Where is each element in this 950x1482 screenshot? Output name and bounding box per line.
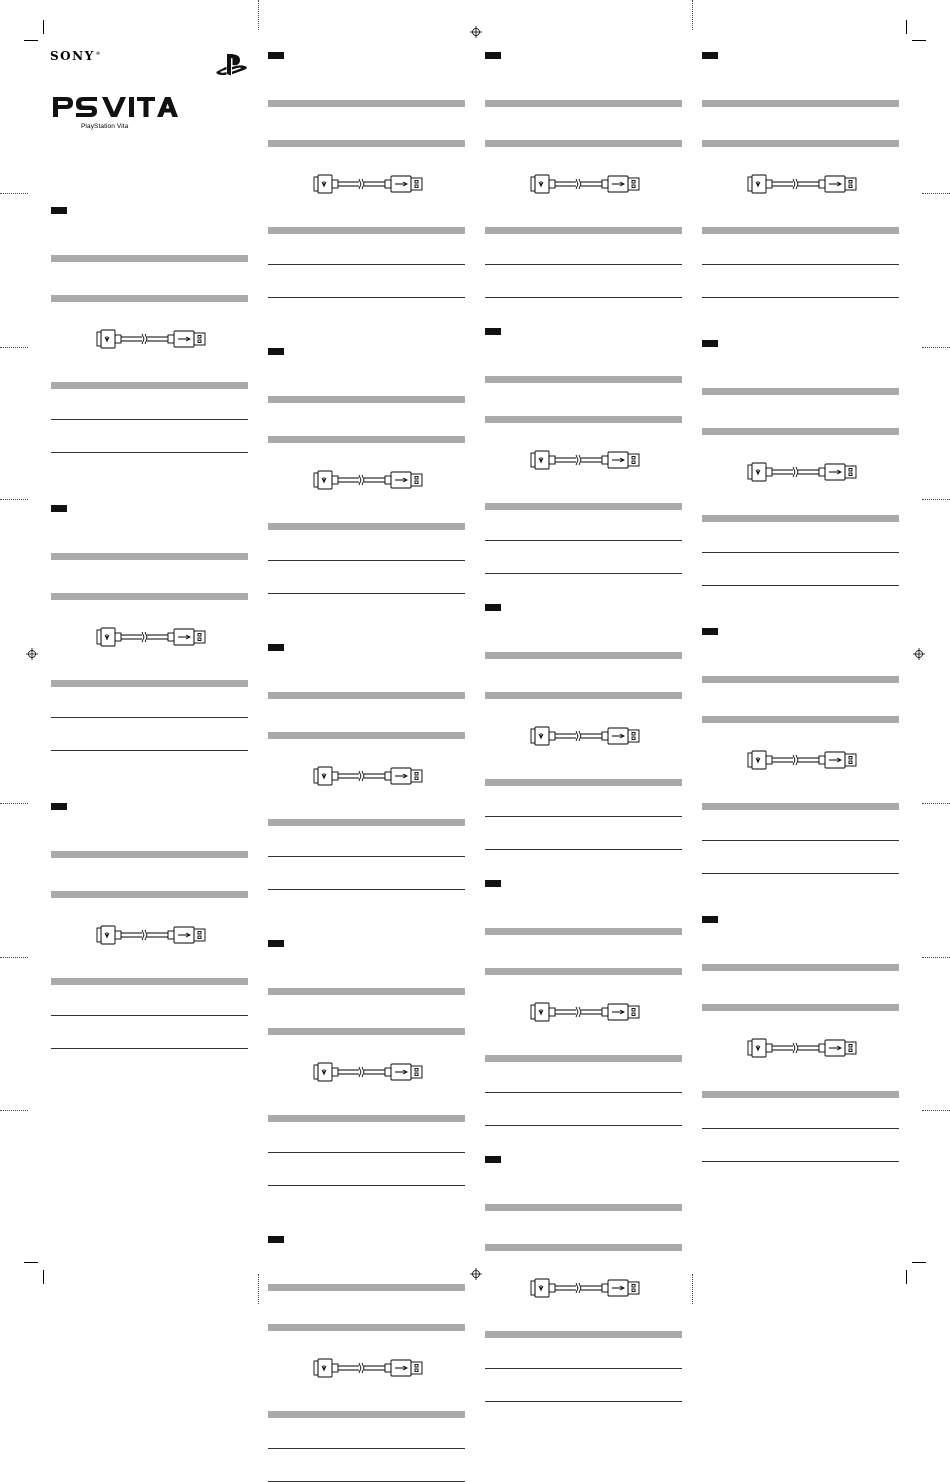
divider-rule (51, 750, 248, 751)
section-heading-bar (485, 100, 682, 107)
section-heading-bar (485, 1244, 682, 1251)
divider-rule (485, 816, 682, 817)
fold-mark (0, 803, 28, 804)
ps-vita-logo (52, 94, 178, 118)
language-tag (485, 880, 501, 887)
section-heading-bar (268, 227, 465, 234)
section-heading-bar (51, 295, 248, 302)
language-tag (702, 916, 718, 923)
section-heading-bar (268, 100, 465, 107)
section-heading-bar (268, 1115, 465, 1122)
divider-rule (485, 1125, 682, 1126)
section-heading-bar (51, 382, 248, 389)
usb-cable-icon (747, 461, 859, 483)
divider-rule (485, 849, 682, 850)
usb-cable-icon (313, 1357, 425, 1379)
language-tag (268, 348, 284, 355)
divider-rule (702, 297, 899, 298)
section-heading-bar (51, 680, 248, 687)
fold-mark (0, 499, 28, 500)
section-heading-bar (268, 1324, 465, 1331)
section-heading-bar (51, 593, 248, 600)
fold-mark (692, 0, 693, 30)
usb-cable-icon (530, 725, 642, 747)
divider-rule (485, 1401, 682, 1402)
usb-cable-icon (747, 749, 859, 771)
divider-rule (268, 856, 465, 857)
section-heading-bar (51, 851, 248, 858)
divider-rule (51, 1015, 248, 1016)
section-heading-bar (702, 428, 899, 435)
fold-mark (258, 1274, 259, 1304)
language-tag (485, 52, 501, 59)
divider-rule (702, 1161, 899, 1162)
divider-rule (51, 717, 248, 718)
divider-rule (268, 1185, 465, 1186)
product-name: PlayStation Vita (81, 123, 129, 130)
divider-rule (702, 585, 899, 586)
divider-rule (702, 873, 899, 874)
divider-rule (702, 840, 899, 841)
language-tag (485, 328, 501, 335)
language-tag (702, 628, 718, 635)
fold-mark (258, 0, 259, 30)
trim-mark (906, 1270, 907, 1284)
usb-cable-icon (313, 765, 425, 787)
divider-rule (485, 573, 682, 574)
section-heading-bar (268, 732, 465, 739)
section-heading-bar (485, 1331, 682, 1338)
trim-mark (912, 1262, 926, 1263)
divider-rule (485, 297, 682, 298)
fold-mark (692, 1274, 693, 1304)
trim-mark (43, 20, 44, 34)
divider-rule (268, 593, 465, 594)
usb-cable-icon (313, 173, 425, 195)
section-heading-bar (702, 140, 899, 147)
divider-rule (485, 540, 682, 541)
section-heading-bar (485, 928, 682, 935)
sony-logo: SONY® (50, 49, 103, 63)
trim-mark (43, 1270, 44, 1284)
usb-cable-icon (747, 173, 859, 195)
trim-mark (24, 40, 38, 41)
section-heading-bar (268, 396, 465, 403)
divider-rule (51, 1048, 248, 1049)
divider-rule (51, 452, 248, 453)
section-heading-bar (268, 819, 465, 826)
language-tag (268, 644, 284, 651)
divider-rule (702, 552, 899, 553)
usb-cable-icon (530, 1001, 642, 1023)
trim-mark (24, 1262, 38, 1263)
fold-mark (0, 1110, 28, 1111)
divider-rule (268, 889, 465, 890)
section-heading-bar (268, 1028, 465, 1035)
section-heading-bar (702, 100, 899, 107)
registration-mark-icon (26, 648, 38, 660)
divider-rule (268, 297, 465, 298)
fold-mark (922, 347, 950, 348)
section-heading-bar (485, 968, 682, 975)
section-heading-bar (702, 1091, 899, 1098)
language-tag (51, 207, 67, 214)
section-heading-bar (51, 553, 248, 560)
section-heading-bar (485, 779, 682, 786)
section-heading-bar (702, 964, 899, 971)
language-tag (485, 604, 501, 611)
registration-mark-icon (470, 1268, 482, 1280)
section-heading-bar (702, 1004, 899, 1011)
registration-mark-icon (470, 26, 482, 38)
divider-rule (702, 264, 899, 265)
usb-cable-icon (96, 924, 208, 946)
trim-mark (912, 40, 926, 41)
language-tag (51, 803, 67, 810)
section-heading-bar (485, 416, 682, 423)
language-tag (702, 52, 718, 59)
section-heading-bar (702, 515, 899, 522)
usb-cable-icon (530, 449, 642, 471)
language-tag (268, 1236, 284, 1243)
fold-mark (922, 193, 950, 194)
section-heading-bar (485, 1055, 682, 1062)
usb-cable-icon (313, 1061, 425, 1083)
section-heading-bar (51, 978, 248, 985)
divider-rule (268, 1448, 465, 1449)
fold-mark (922, 803, 950, 804)
section-heading-bar (268, 140, 465, 147)
section-heading-bar (485, 503, 682, 510)
fold-mark (922, 1110, 950, 1111)
divider-rule (268, 1152, 465, 1153)
fold-mark (922, 957, 950, 958)
fold-mark (0, 193, 28, 194)
section-heading-bar (268, 1411, 465, 1418)
section-heading-bar (51, 255, 248, 262)
language-tag (268, 52, 284, 59)
divider-rule (268, 264, 465, 265)
section-heading-bar (485, 227, 682, 234)
usb-cable-icon (530, 1277, 642, 1299)
language-tag (485, 1156, 501, 1163)
section-heading-bar (485, 692, 682, 699)
section-heading-bar (268, 692, 465, 699)
language-tag (51, 505, 67, 512)
usb-cable-icon (96, 626, 208, 648)
divider-rule (702, 1128, 899, 1129)
divider-rule (51, 419, 248, 420)
language-tag (268, 940, 284, 947)
section-heading-bar (485, 140, 682, 147)
usb-cable-icon (747, 1037, 859, 1059)
section-heading-bar (702, 227, 899, 234)
section-heading-bar (702, 803, 899, 810)
section-heading-bar (702, 716, 899, 723)
fold-mark (922, 499, 950, 500)
section-heading-bar (702, 676, 899, 683)
divider-rule (485, 1092, 682, 1093)
section-heading-bar (485, 652, 682, 659)
usb-cable-icon (96, 328, 208, 350)
language-tag (702, 340, 718, 347)
playstation-symbol-icon (216, 53, 248, 77)
section-heading-bar (268, 988, 465, 995)
section-heading-bar (268, 523, 465, 530)
divider-rule (268, 560, 465, 561)
registration-mark-icon (913, 648, 925, 660)
section-heading-bar (51, 891, 248, 898)
usb-cable-icon (313, 469, 425, 491)
fold-mark (0, 957, 28, 958)
fold-mark (0, 347, 28, 348)
section-heading-bar (268, 436, 465, 443)
section-heading-bar (702, 388, 899, 395)
divider-rule (485, 264, 682, 265)
section-heading-bar (268, 1284, 465, 1291)
section-heading-bar (485, 1204, 682, 1211)
usb-cable-icon (530, 173, 642, 195)
section-heading-bar (485, 376, 682, 383)
divider-rule (485, 1368, 682, 1369)
trim-mark (906, 20, 907, 34)
